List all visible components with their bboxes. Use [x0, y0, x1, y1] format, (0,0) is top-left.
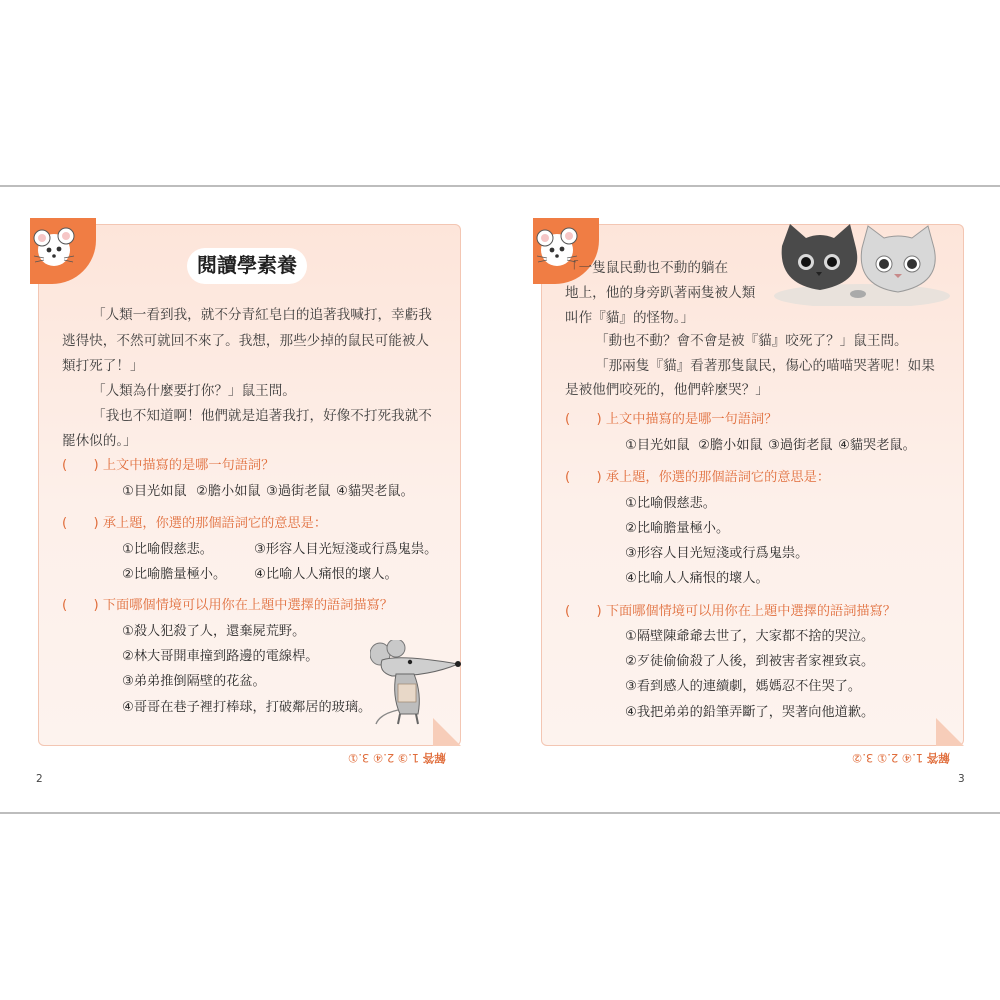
question-1 — [62, 454, 274, 473]
option: ④貓哭老鼠。 — [336, 484, 414, 499]
answer-values: 1.④ 2.① 3.② — [852, 751, 924, 765]
answer-blank[interactable]: ( ) — [565, 470, 602, 485]
question-text: 承上題，你選的那個語詞它的意思是： — [605, 470, 831, 485]
option: ③看到感人的連續劇，媽媽忍不住哭了。 — [625, 679, 862, 694]
page-title: 閱讀學素養 — [197, 253, 297, 277]
passage-line: 類打死了！」 — [62, 358, 144, 374]
answer-blank[interactable]: ( ) — [62, 516, 99, 531]
option: ①比喻假慈悲。 — [122, 542, 213, 557]
option: ①目光如鼠 — [122, 484, 187, 499]
passage-line: 叫作『貓』的怪物。」 — [565, 310, 695, 326]
option: ③弟弟推倒隔壁的花盆。 — [122, 674, 266, 689]
answer-blank[interactable]: ( ) — [565, 412, 602, 427]
question-1 — [565, 408, 777, 427]
page-number: 2 — [36, 773, 43, 785]
answer-blank[interactable]: ( ) — [565, 604, 602, 619]
answer-blank[interactable]: ( ) — [62, 598, 99, 613]
question-3 — [62, 594, 393, 613]
option: ①隔壁陳爺爺去世了，大家都不捨的哭泣。 — [625, 629, 875, 644]
passage-line: 「動也不動？會不會是被『貓』咬死了？」鼠王問。 — [595, 333, 908, 349]
option: ②比喻膽量極小。 — [122, 567, 227, 582]
option: ①目光如鼠 — [625, 438, 690, 453]
option: ②林大哥開車撞到路邊的電線桿。 — [122, 649, 319, 664]
question-3 — [565, 600, 896, 619]
answer-label: 解答 — [926, 751, 950, 765]
top-rule — [0, 185, 1000, 187]
question-text: 上文中描寫的是哪一句語詞？ — [605, 412, 778, 427]
option: ①比喻假慈悲。 — [625, 496, 716, 511]
question-text: 下面哪個情境可以用你在上題中選擇的語詞描寫？ — [102, 598, 393, 613]
page-fold-corner — [936, 718, 964, 746]
option: ③過街老鼠 — [266, 484, 331, 499]
passage-line: 「人類為什麼要打你？」鼠王問。 — [92, 383, 296, 399]
option: ④我把弟弟的鉛筆弄斷了，哭著向他道歉。 — [625, 705, 875, 720]
passage-line: 逃得快，不然可就回不來了。我想，那些少掉的鼠民可能被人 — [62, 333, 430, 349]
option: ④比喻人人痛恨的壞人。 — [625, 571, 769, 586]
answer-key — [348, 750, 446, 766]
passage-line: 「一隻鼠民動也不動的躺在 — [565, 260, 729, 276]
passage-line: 「人類一看到我，就不分青紅皂白的追著我喊打，幸虧我 — [92, 307, 432, 323]
option: ③形容人目光短淺或行爲鬼祟。 — [254, 542, 438, 557]
passage-line: 罷休似的。」 — [62, 433, 137, 449]
page-number: 3 — [958, 773, 965, 785]
cats-illustration — [772, 222, 952, 306]
mouse-badge-icon — [30, 218, 96, 284]
option: ④貓哭老鼠。 — [838, 438, 916, 453]
question-2 — [62, 512, 327, 531]
option: ②膽小如鼠 — [698, 438, 763, 453]
option: ②膽小如鼠 — [196, 484, 261, 499]
answer-blank[interactable]: ( ) — [62, 458, 99, 473]
option: ③過街老鼠 — [768, 438, 833, 453]
passage-line: 「我也不知道啊！他們就是追著我打，好像不打死我就不 — [92, 408, 432, 424]
passage-line: 「那兩隻『貓』看著那隻鼠民，傷心的喵喵哭著呢！如果 — [595, 358, 935, 374]
question-text: 承上題，你選的那個語詞它的意思是： — [102, 516, 328, 531]
option: ④比喻人人痛恨的壞人。 — [254, 567, 398, 582]
question-2 — [565, 466, 830, 485]
passage-line: 地上，他的身旁趴著兩隻被人類 — [565, 285, 756, 301]
answer-values: 1.③ 2.④ 3.① — [348, 751, 420, 765]
bottom-rule — [0, 812, 1000, 814]
question-text: 下面哪個情境可以用你在上題中選擇的語詞描寫？ — [605, 604, 896, 619]
option: ②歹徒偷偷殺了人後，到被害者家裡致哀。 — [625, 654, 875, 669]
option: ①殺人犯殺了人，還棄屍荒野。 — [122, 624, 306, 639]
mouse-illustration — [370, 640, 462, 726]
passage-line: 是被他們咬死的，他們幹麼哭？」 — [565, 382, 769, 398]
answer-label: 解答 — [422, 751, 446, 765]
option: ③形容人目光短淺或行爲鬼祟。 — [625, 546, 809, 561]
question-text: 上文中描寫的是哪一句語詞？ — [102, 458, 275, 473]
answer-key — [852, 750, 950, 766]
option: ④哥哥在巷子裡打棒球，打破鄰居的玻璃。 — [122, 700, 372, 715]
option: ②比喻膽量極小。 — [625, 521, 730, 536]
